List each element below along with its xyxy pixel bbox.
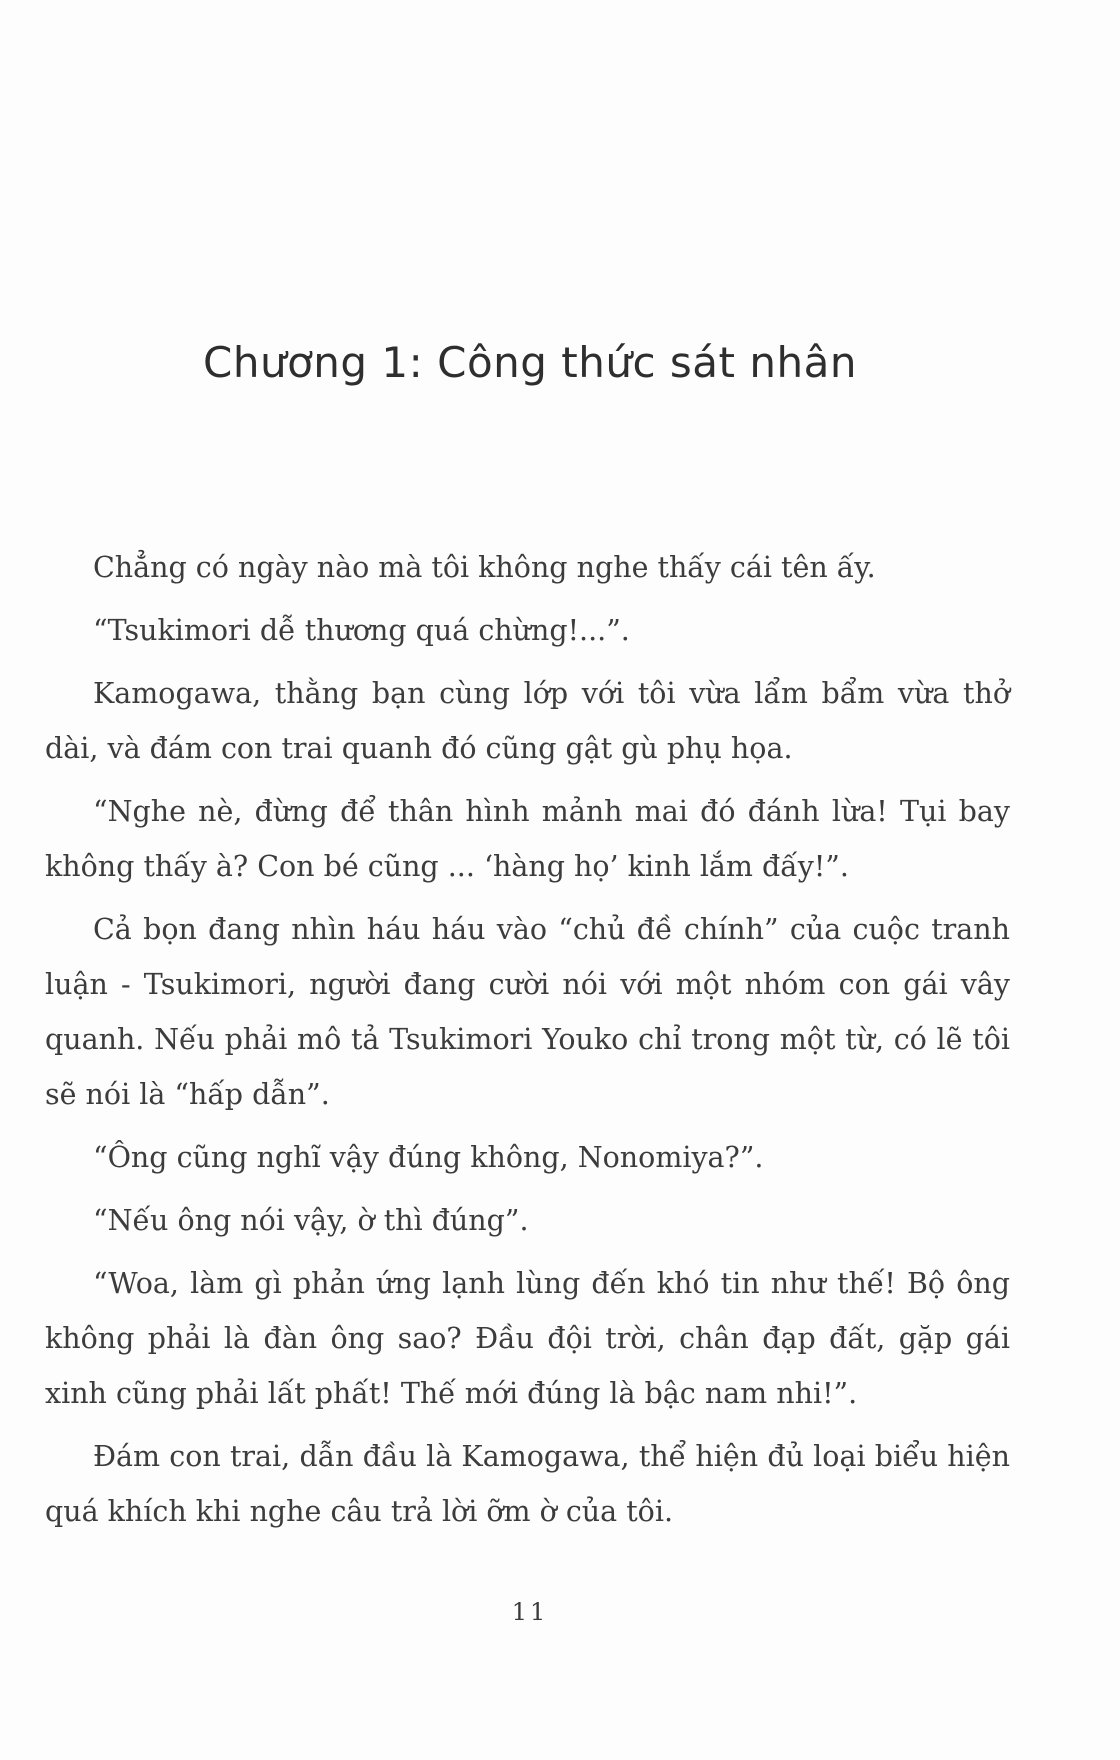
paragraph: Chẳng có ngày nào mà tôi không nghe thấy cái tên ấy. bbox=[93, 551, 876, 584]
paragraph: “Ông cũng nghĩ vậy đúng không, Nonomiya?”. bbox=[93, 1141, 764, 1174]
page-number: 11 bbox=[511, 1598, 549, 1626]
paragraph: “Nghe nè, đừng để thân hình mảnh mai đó đánh lừa! Tụi bay không thấy à? Con bé cũng ... ‘hàng họ’ kinh lắm đấy!”. bbox=[45, 795, 1010, 883]
paragraph: “Nếu ông nói vậy, ờ thì đúng”. bbox=[93, 1204, 529, 1237]
paragraph: Kamogawa, thằng bạn cùng lớp với tôi vừa lẩm bẩm vừa thở dài, và đám con trai quanh đó cũng gật gù phụ họa. bbox=[45, 677, 1010, 765]
paragraph: Đám con trai, dẫn đầu là Kamogawa, thể hiện đủ loại biểu hiện quá khích khi nghe câu trả lời ỡm ờ của tôi. bbox=[45, 1440, 1010, 1528]
paragraph: “Woa, làm gì phản ứng lạnh lùng đến khó tin như thế! Bộ ông không phải là đàn ông sao? Đầu đội trời, chân đạp đất, gặp gái xinh cũng phải lất phất! Thế mới đúng là bậc nam nhi!”. bbox=[45, 1267, 1010, 1410]
chapter-body bbox=[45, 540, 1010, 1547]
paragraph: “Tsukimori dễ thương quá chừng!...”. bbox=[93, 614, 630, 647]
chapter-title: Chương 1: Công thức sát nhân bbox=[203, 338, 857, 387]
paragraph: Cả bọn đang nhìn háu háu vào “chủ đề chính” của cuộc tranh luận - Tsukimori, người đang cười nói với một nhóm con gái vây quanh. Nếu phải mô tả Tsukimori Youko chỉ trong một từ, có lẽ tôi sẽ nói là “hấp dẫn”. bbox=[45, 913, 1010, 1111]
